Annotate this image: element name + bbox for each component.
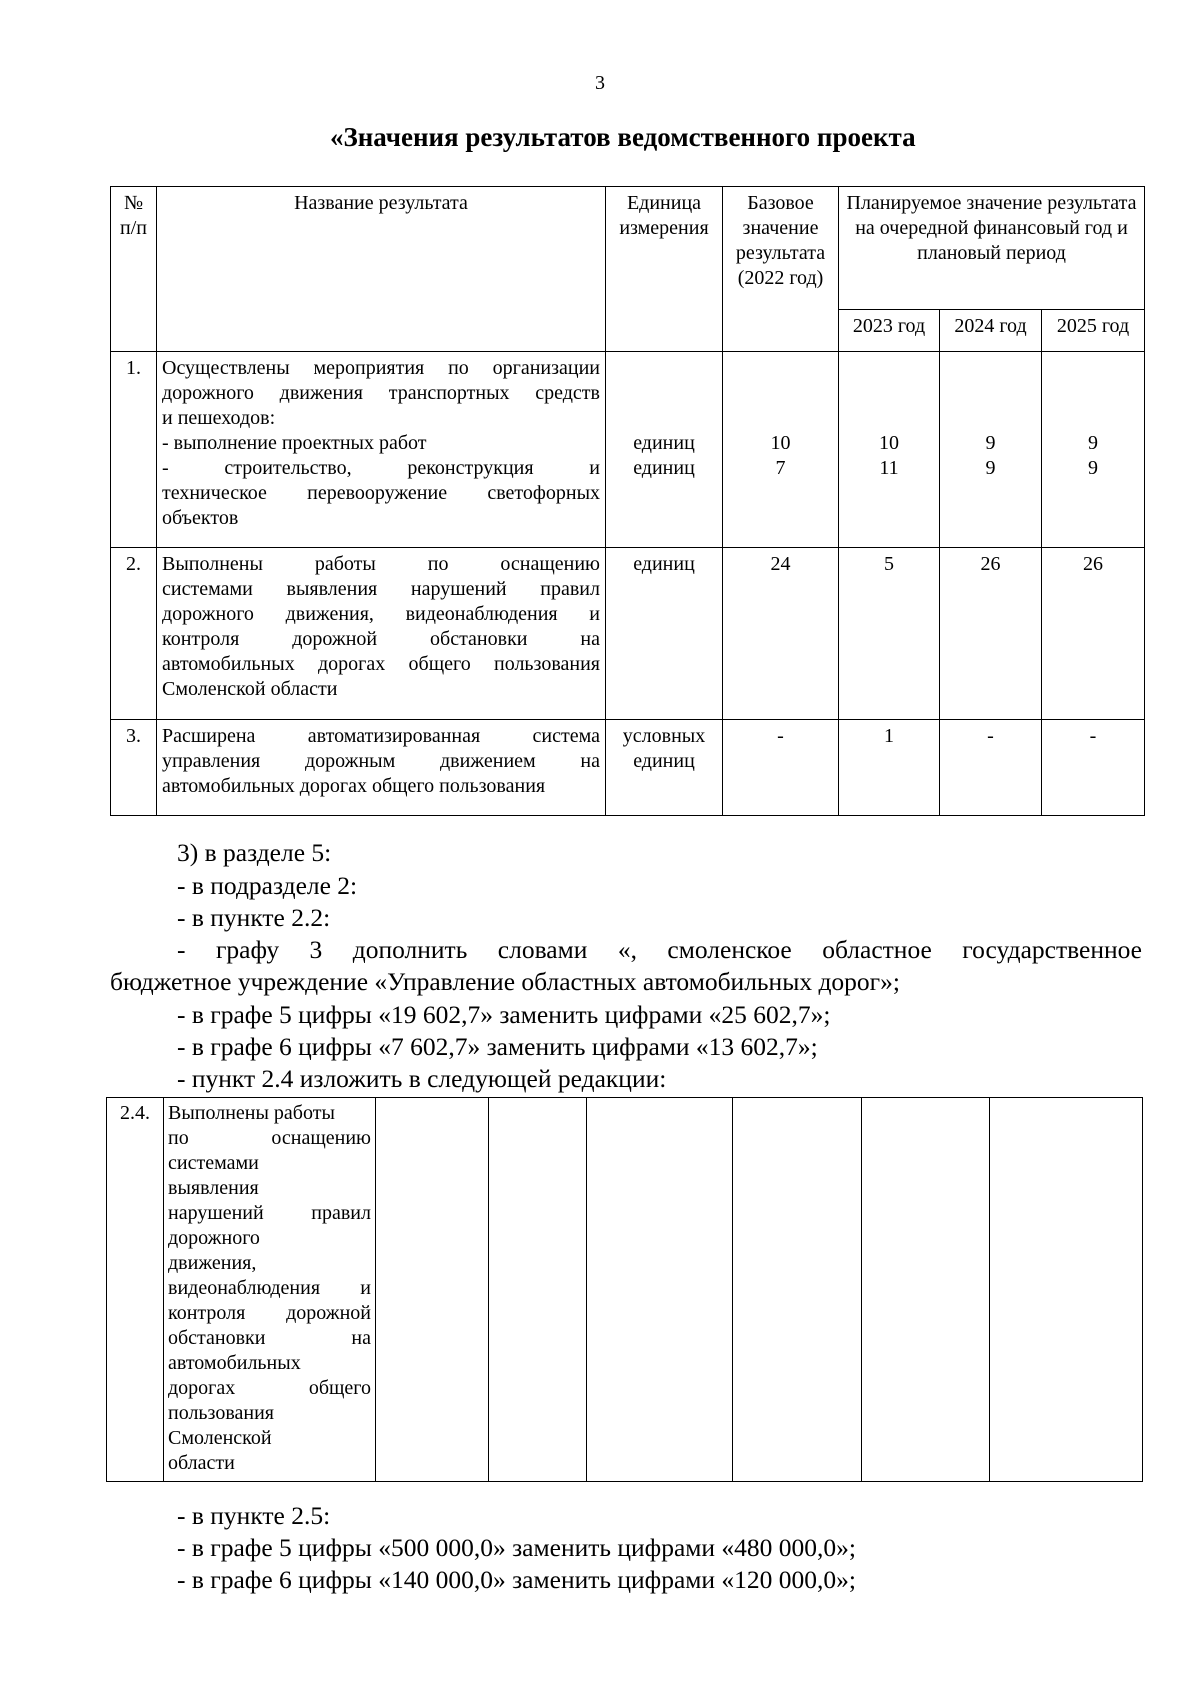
row-name	[157, 352, 606, 548]
name-line: дорогах общего	[168, 1377, 371, 1399]
name-line: Смоленской	[168, 1427, 272, 1449]
row-unit: единиц	[606, 548, 723, 720]
row-2023	[839, 352, 940, 548]
empty-cell	[990, 1098, 1143, 1482]
paragraph: - в графе 6 цифры «140 000,0» заменить цифрами «120 000,0»;	[177, 1565, 857, 1594]
header-year-2023: 2023 год	[839, 310, 940, 352]
name-line: дорожного движения, видеонаблюдения и	[162, 603, 600, 625]
name-line: Расширена автоматизированная система	[162, 725, 600, 747]
year-value: 9	[1088, 432, 1098, 454]
name-line: автомобильных	[168, 1352, 301, 1374]
paragraph-line: - графу 3 дополнить словами «, смоленское областное государственное	[177, 935, 1142, 964]
name-line: автомобильных дорогах общего пользования	[162, 775, 546, 797]
name-line: управления дорожным движением на	[162, 750, 600, 772]
row-num: 2.4.	[107, 1098, 164, 1482]
row-name	[164, 1098, 376, 1482]
name-line: контроля дорожной обстановки на	[162, 628, 600, 650]
empty-cell	[376, 1098, 489, 1482]
row-num: 3.	[111, 720, 157, 816]
row-2024	[940, 352, 1042, 548]
page-number: 3	[595, 72, 605, 94]
row-base: 24	[723, 548, 839, 720]
name-line: системами выявления нарушений правил	[162, 578, 600, 600]
name-line: движения,	[168, 1252, 257, 1274]
name-line: Выполнены работы	[168, 1102, 335, 1124]
row-unit: условных единиц	[606, 720, 723, 816]
name-line: видеонаблюдения и	[168, 1277, 371, 1299]
row-base: -	[723, 720, 839, 816]
name-line: - строительство, реконструкция и	[162, 457, 600, 479]
table-row	[111, 352, 1145, 548]
year-value: 9	[1088, 457, 1098, 479]
paragraph: - в графе 6 цифры «7 602,7» заменить цифрами «13 602,7»;	[177, 1032, 818, 1061]
name-line: автомобильных дорогах общего пользования	[162, 653, 600, 675]
year-value: 9	[985, 432, 996, 454]
unit-value: единиц	[633, 432, 695, 454]
year-value: 9	[985, 457, 996, 479]
name-line: и пешеходов:	[162, 407, 276, 429]
item-2-4-table	[106, 1097, 1143, 1482]
paragraph: - пункт 2.4 изложить в следующей редакции:	[177, 1064, 667, 1093]
empty-cell	[489, 1098, 587, 1482]
name-line: техническое перевооружение светофорных	[162, 482, 600, 504]
name-line: дорожного движения транспортных средств	[162, 382, 600, 404]
row-2023: 5	[839, 548, 940, 720]
paragraph: - в графе 5 цифры «19 602,7» заменить цифрами «25 602,7»;	[177, 1000, 831, 1029]
row-num: 1.	[111, 352, 157, 548]
name-line: области	[168, 1452, 235, 1474]
unit-value: единиц	[633, 457, 695, 479]
table-row	[111, 720, 1145, 816]
document-title: «Значения результатов ведомственного проекта	[330, 122, 916, 152]
header-num: № п/п	[111, 187, 157, 352]
header-year-2025: 2025 год	[1042, 310, 1145, 352]
row-2024: -	[940, 720, 1042, 816]
header-planned: Планируемое значение результата на очередной финансовый год и плановый период	[839, 187, 1145, 310]
empty-cell	[587, 1098, 733, 1482]
row-2025: -	[1042, 720, 1145, 816]
name-line: Смоленской области	[162, 678, 338, 700]
row-name	[157, 720, 606, 816]
name-line: Выполнены работы по оснащению	[162, 553, 600, 575]
paragraph-line: бюджетное учреждение «Управление областных автомобильных дорог»;	[110, 967, 900, 996]
row-2023: 1	[839, 720, 940, 816]
name-line: по оснащению	[168, 1127, 371, 1149]
table-row	[111, 548, 1145, 720]
paragraph: - в подразделе 2:	[177, 871, 358, 900]
name-line: пользования	[168, 1402, 274, 1424]
name-line: дорожного	[168, 1227, 260, 1249]
row-2024: 26	[940, 548, 1042, 720]
header-unit: Единица измерения	[606, 187, 723, 352]
table-row	[107, 1098, 1143, 1482]
header-name: Название результата	[157, 187, 606, 352]
name-line: выявления	[168, 1177, 259, 1199]
header-base: Базовое значение результата (2022 год)	[723, 187, 839, 352]
name-line: нарушений правил	[168, 1202, 371, 1224]
year-value: 11	[879, 457, 899, 479]
table-header-row	[111, 187, 1145, 310]
name-line: контроля дорожной	[168, 1302, 371, 1324]
name-line: - выполнение проектных работ	[162, 432, 427, 454]
empty-cell	[733, 1098, 862, 1482]
row-unit	[606, 352, 723, 548]
name-line: Осуществлены мероприятия по организации	[162, 357, 600, 379]
base-value: 10	[770, 432, 791, 454]
base-value: 7	[775, 457, 786, 479]
row-base	[723, 352, 839, 548]
paragraph	[110, 934, 1142, 998]
paragraph: - в графе 5 цифры «500 000,0» заменить цифрами «480 000,0»;	[177, 1533, 857, 1562]
row-2025: 26	[1042, 548, 1145, 720]
name-line: системами	[168, 1152, 259, 1174]
empty-cell	[862, 1098, 990, 1482]
row-name	[157, 548, 606, 720]
results-table	[110, 186, 1145, 816]
year-value: 10	[879, 432, 899, 454]
row-num: 2.	[111, 548, 157, 720]
paragraph: - в пункте 2.5:	[177, 1501, 331, 1530]
paragraph: - в пункте 2.2:	[177, 903, 331, 932]
row-2025	[1042, 352, 1145, 548]
paragraph: 3) в разделе 5:	[177, 838, 332, 867]
name-line: обстановки на	[168, 1327, 371, 1349]
header-year-2024: 2024 год	[940, 310, 1042, 352]
name-line: объектов	[162, 507, 239, 529]
